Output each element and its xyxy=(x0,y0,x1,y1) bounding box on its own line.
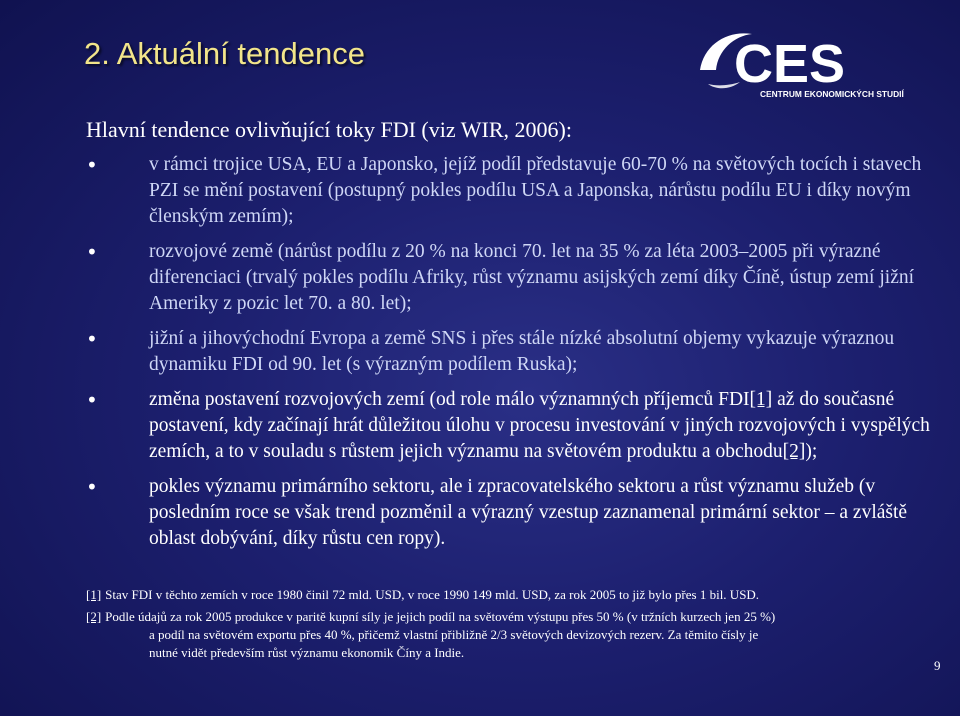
bullet-icon: • xyxy=(86,240,98,264)
bullet-text-end: ); xyxy=(805,441,818,462)
ces-logo xyxy=(694,24,924,102)
footnote-1 xyxy=(86,586,936,604)
logo-subtitle: CENTRUM EKONOMICKÝCH STUDIÍ xyxy=(760,89,904,99)
bullet-item xyxy=(86,239,931,317)
bullet-list xyxy=(86,152,931,552)
bullet-text-middle: až do současné postavení, kdy začínají hrát důležitou úlohu v procesu investování v jiných rozvojových i vyspělých zemích, a to v souladu s růstem jejich významu na světovém produktu a obchodu xyxy=(149,389,930,462)
footnote-2-line-3: nutné vidět především růst významu ekonomik Číny a Indie. xyxy=(149,645,465,660)
footnote-1-text: Stav FDI v těchto zemích v roce 1980 činil 72 mld. USD, v roce 1990 149 mld. USD, za rok 2005 to již bylo přes 1 bil. USD. xyxy=(105,587,760,602)
bullet-text: v rámci trojice USA, EU a Japonsko, jejíž podíl představuje 60-70 % na světových tocích i stavech PZI se mění postavení (postupný pokles podílu USA a Japonska, nárůstu podílu EU i díky novým členským zemím); xyxy=(149,154,922,227)
bullet-text: jižní a jihovýchodní Evropa a země SNS i přes stále nízké absolutní objemy vykazuje výraznou dynamiku FDI od 90. let (s výrazným podílem Ruska); xyxy=(149,328,895,375)
footnote-2 xyxy=(86,608,936,662)
footnote-1-number[interactable]: [1] xyxy=(86,587,102,602)
bullet-item xyxy=(86,152,931,230)
logo-mark: CES xyxy=(734,34,846,94)
bullet-item xyxy=(86,387,931,465)
bullet-text: pokles významu primárního sektoru, ale i zpracovatelského sektoru a růst významu služeb (v posledním roce se však trend pozměnil a výrazný vzestup zaznamenal primární sektor – a zvláště oblast dobývání, díky růstu cen ropy). xyxy=(149,476,908,549)
footnotes xyxy=(86,586,936,666)
bullet-text-start: změna postavení rozvojových zemí (od role málo významných příjemců FDI xyxy=(149,389,750,410)
footnote-2-line-1: Podle údajů za rok 2005 produkce v paritě kupní síly je jejich podíl na světovém výstupu přes 50 % (v tržních kurzech jen 25 %) xyxy=(105,609,776,624)
bullet-icon: • xyxy=(86,388,98,412)
bullet-icon: • xyxy=(86,153,98,177)
section-heading: Hlavní tendence ovlivňující toky FDI (viz WIR, 2006): xyxy=(86,117,572,142)
bullet-icon: • xyxy=(86,475,98,499)
footnote-2-number[interactable]: [2] xyxy=(86,609,102,624)
bullet-item xyxy=(86,474,931,552)
footnote-link-2[interactable]: [2] xyxy=(782,441,806,462)
bullet-item xyxy=(86,326,931,378)
page-number: 9 xyxy=(934,658,941,673)
bullet-text: rozvojové země (nárůst podílu z 20 % na konci 70. let na 35 % za léta 2003–2005 při výrazné diferenciaci (trvalý pokles podílu Afriky, růst významu asijských zemí díky Číně, ústup zemí jižní Ameriky z pozic let 70. a 80. let); xyxy=(149,241,915,314)
bullet-icon: • xyxy=(86,327,98,351)
footnote-link-1[interactable]: [1] xyxy=(749,389,773,410)
footnote-2-line-2: a podíl na světovém exportu přes 40 %, přičemž vlastní přibližně 2/3 světových devizových rezerv. Za těmito čísly je xyxy=(149,627,759,642)
slide-title: 2. Aktuální tendence xyxy=(84,36,365,71)
